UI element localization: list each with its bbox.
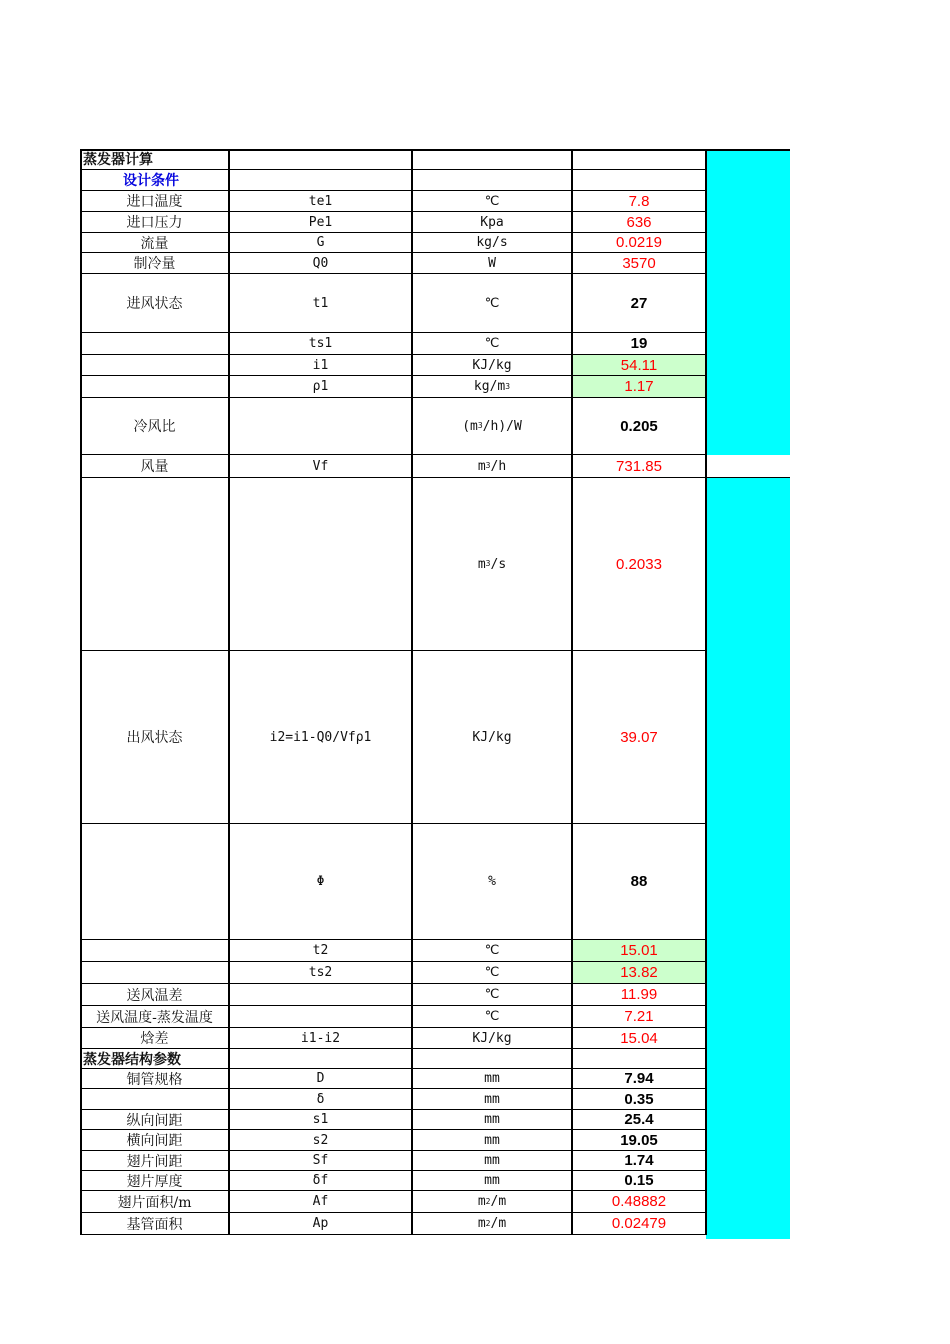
row-value[interactable]: 3570 [622,254,656,272]
table-row [80,1151,706,1171]
row-symbol[interactable]: ts2 [308,965,333,980]
row-symbol[interactable]: Vf [312,458,329,474]
row-unit[interactable]: W [488,255,496,271]
cyan-fill-bottom [706,478,790,1239]
empty-cell[interactable] [229,170,412,190]
grid-line [571,149,573,1235]
row-label[interactable] [80,824,229,939]
row-value[interactable]: 0.205 [620,417,658,435]
table-row [80,1006,706,1028]
row-symbol[interactable]: ts1 [308,336,333,351]
grid-line [411,149,413,1235]
row-symbol[interactable]: Ap [312,1216,329,1231]
top-border [80,149,790,151]
row-value[interactable]: 636 [626,213,652,231]
row-value[interactable]: 11.99 [620,986,658,1003]
row-label[interactable]: 焓差 [140,1031,169,1047]
row-symbol[interactable] [229,1006,412,1027]
row-value[interactable]: 25.4 [624,1111,654,1128]
row-unit[interactable]: ℃ [484,943,500,958]
row-symbol[interactable]: D [316,1071,325,1086]
row-unit[interactable]: ℃ [484,987,500,1002]
row-symbol[interactable] [229,478,412,650]
row-unit[interactable]: KJ/kg [472,729,512,745]
row-symbol[interactable] [229,398,412,454]
table-row [80,651,706,824]
table-row [80,355,706,376]
row-symbol[interactable]: i2=i1-Q0/Vfρ1 [269,729,372,745]
table-row [80,149,706,170]
grid-line [228,149,230,1235]
row-label[interactable] [80,376,229,397]
row-value[interactable]: 0.02479 [611,1215,667,1232]
row-value[interactable]: 13.82 [572,962,706,983]
row-label[interactable]: 进风状态 [126,296,183,312]
row-symbol[interactable]: Q0 [312,255,329,271]
empty-cell[interactable] [412,170,572,190]
table-row [80,1171,706,1191]
row-unit[interactable]: m 3 /h [477,458,507,474]
table-row [80,940,706,962]
row-label[interactable]: 横向间距 [126,1133,183,1149]
empty-cell[interactable] [572,149,706,169]
empty-cell[interactable] [572,170,706,190]
row-unit[interactable]: % [488,874,496,889]
row-value[interactable]: 0.2033 [616,555,662,573]
row-label[interactable]: 翅片面积/m [117,1194,192,1211]
sheet-title[interactable]: 蒸发器计算 [83,152,153,168]
table-row [80,455,790,478]
row-unit[interactable]: KJ/kg [472,357,512,373]
row-label[interactable]: 送风温度-蒸发温度 [96,1009,213,1026]
row-unit[interactable]: mm [484,1173,500,1188]
row-label[interactable]: 风量 [140,459,169,475]
row-symbol[interactable]: s1 [312,1112,329,1127]
row-symbol[interactable]: Af [312,1194,329,1209]
row-value[interactable]: 731.85 [616,457,662,475]
empty-cell[interactable] [412,1049,572,1068]
row-unit[interactable]: Kpa [480,214,504,230]
row-unit[interactable]: mm [484,1132,500,1148]
row-value[interactable]: 27 [630,294,648,312]
row-value[interactable]: 15.01 [572,940,706,961]
row-label[interactable] [80,478,229,650]
empty-cell[interactable] [229,149,412,169]
row-label[interactable] [80,355,229,375]
empty-cell[interactable] [572,1049,706,1068]
row-value[interactable]: 54.11 [572,355,706,375]
row-unit[interactable]: mm [484,1112,500,1127]
table-row [80,274,706,333]
row-unit[interactable]: KJ/kg [472,1030,512,1046]
table-row [80,376,706,398]
row-label[interactable]: 翅片间距 [126,1153,183,1170]
row-unit[interactable]: m 2 /m [477,1194,507,1209]
row-value[interactable]: 88 [630,873,648,890]
grid-line [80,149,82,1235]
row-label[interactable]: 铜管规格 [126,1071,183,1088]
row-unit[interactable]: mm [484,1153,500,1168]
row-unit[interactable]: mm [484,1071,500,1086]
empty-cell[interactable] [412,149,572,169]
row-value[interactable]: 19.05 [620,1131,658,1149]
row-symbol[interactable]: t1 [312,295,329,311]
structure-params-heading[interactable]: 蒸发器结构参数 [83,1051,181,1068]
table-row [80,1069,706,1089]
table-row [80,398,706,455]
row-label[interactable]: 冷风比 [133,419,176,435]
table-row [80,478,706,651]
row-symbol[interactable]: G [316,235,325,250]
row-unit[interactable]: ℃ [484,336,500,351]
table-row [80,1089,706,1110]
row-value[interactable]: 39.07 [620,728,658,746]
row-label[interactable]: 进口压力 [126,215,183,231]
row-label[interactable] [80,1089,229,1109]
row-value[interactable]: 15.04 [620,1029,658,1047]
row-unit[interactable]: mm [484,1091,500,1107]
table-row [80,824,706,940]
table-row [80,170,706,191]
row-label[interactable]: 基管面积 [126,1216,183,1233]
row-value[interactable]: 1.74 [624,1152,654,1169]
row-label[interactable]: 送风温差 [126,987,183,1004]
row-label[interactable]: 翅片厚度 [126,1173,183,1190]
row-label[interactable]: 流量 [140,235,169,252]
grid-line [705,149,707,1235]
row-unit[interactable]: m 2 /m [477,1216,507,1231]
row-label[interactable]: 出风状态 [126,730,183,746]
row-unit[interactable]: ℃ [484,965,500,980]
row-value[interactable]: 7.8 [628,192,650,210]
row-value[interactable]: 0.35 [624,1090,654,1108]
row-value[interactable]: 0.48882 [611,1193,667,1210]
row-value[interactable]: 7.21 [624,1008,654,1025]
table-row [80,253,706,274]
row-value[interactable]: 0.0219 [616,234,662,251]
row-symbol[interactable]: i1 [312,357,329,373]
row-unit[interactable]: kg/s [476,235,508,250]
row-symbol[interactable]: Sf [312,1153,329,1168]
row-symbol[interactable]: s2 [312,1132,329,1148]
row-symbol[interactable]: i1-i2 [300,1030,341,1046]
row-symbol[interactable] [229,984,412,1005]
row-symbol[interactable]: t2 [312,943,329,958]
table-row [80,1110,706,1130]
row-value[interactable]: 7.94 [624,1070,654,1087]
row-label[interactable] [80,962,229,983]
table-row [80,191,706,212]
row-label[interactable]: 制冷量 [133,256,176,272]
row-unit[interactable]: ℃ [484,1009,500,1024]
row-symbol[interactable]: δ [316,1091,325,1107]
row-unit[interactable]: ℃ [484,295,500,311]
row-unit[interactable]: (m 3 /h)/W [462,418,522,434]
row-value[interactable]: 1.17 [572,376,706,397]
row-label[interactable] [80,940,229,961]
row-symbol[interactable]: δf [312,1173,329,1188]
cyan-fill-top [706,149,790,455]
row-value[interactable]: 0.15 [624,1172,654,1189]
table-row [80,1028,706,1049]
row-symbol[interactable]: Φ [316,874,325,889]
table-row [80,1049,706,1069]
row-unit[interactable]: kg/m 3 [473,379,511,394]
row-symbol[interactable]: te1 [308,193,333,209]
table-row [80,212,706,233]
row-unit[interactable]: ℃ [484,193,500,209]
table-row [80,333,706,355]
table-row [80,962,706,984]
table-row [80,1213,706,1235]
empty-cell[interactable] [229,1049,412,1068]
design-conditions-heading[interactable]: 设计条件 [123,173,179,189]
spreadsheet [80,149,790,1239]
row-label[interactable]: 进口温度 [126,194,183,210]
table-row [80,1130,706,1151]
table-row [80,984,706,1006]
row-value[interactable]: 19 [630,335,648,352]
row-unit[interactable]: m 3 /s [477,556,507,572]
row-symbol[interactable]: Pe1 [308,214,333,230]
table-row [80,233,706,253]
row-label[interactable] [80,333,229,354]
row-label[interactable]: 纵向间距 [126,1112,183,1129]
table-row [80,1191,706,1213]
row-symbol[interactable]: ρ1 [312,379,329,394]
